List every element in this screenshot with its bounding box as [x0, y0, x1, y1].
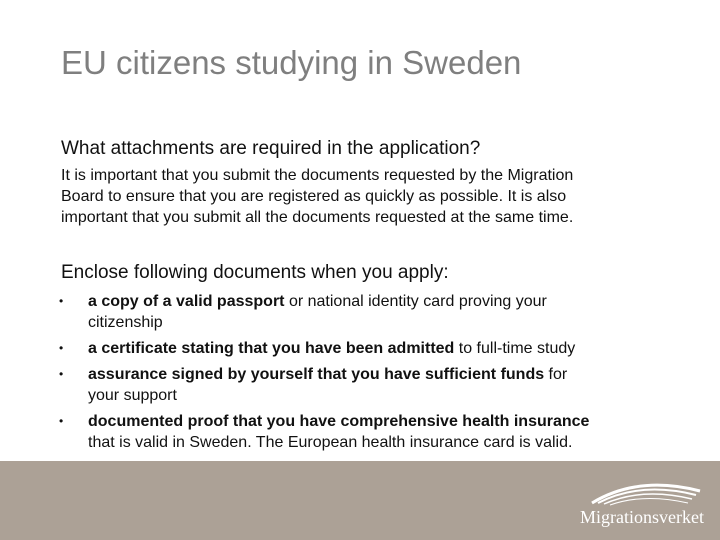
- list-item-bold: a copy of a valid passport: [88, 293, 285, 310]
- list-item: [59, 338, 689, 359]
- enclose-heading: Enclose following documents when you apply:: [61, 262, 449, 283]
- list-item-bold: documented proof that you have comprehensive health insurance: [88, 413, 590, 430]
- list-item: [59, 411, 689, 453]
- documents-list: [59, 291, 689, 458]
- list-item-line: [88, 291, 689, 312]
- bullet: •: [59, 414, 64, 428]
- intro-line: Board to ensure that you are registered as quickly as possible. It is also: [61, 188, 567, 205]
- intro-line: It is important that you submit the documents requested by the Migration: [61, 167, 574, 184]
- list-item-text: to full-time study: [454, 340, 576, 357]
- footer-band: [0, 461, 720, 540]
- list-item-line: that is valid in Sweden. The European health insurance card is valid.: [88, 434, 573, 451]
- list-item-line: [88, 364, 689, 385]
- list-item: [59, 364, 689, 406]
- intro-line: important that you submit all the documents requested at the same time.: [61, 209, 574, 226]
- question-heading: What attachments are required in the application?: [61, 138, 481, 159]
- bullet: •: [59, 367, 64, 381]
- list-item-bold: assurance signed by yourself that you have sufficient funds: [88, 366, 545, 383]
- list-item-bold: a certificate stating that you have been admitted: [88, 340, 455, 357]
- bullet: •: [59, 341, 64, 355]
- list-item-line: citizenship: [88, 314, 163, 331]
- list-item-line: your support: [88, 387, 177, 404]
- intro-paragraph: [61, 165, 681, 228]
- list-item-text: for: [544, 366, 568, 383]
- list-item-line: [88, 338, 689, 359]
- logo-text: Migrationsverket: [580, 507, 704, 527]
- arc-swoosh-icon: [588, 473, 704, 507]
- list-item: [59, 291, 689, 333]
- bullet: •: [59, 294, 64, 308]
- slide-title: EU citizens studying in Sweden: [61, 44, 522, 81]
- list-item-text: or national identity card proving your: [284, 293, 547, 310]
- list-item-line: [88, 411, 689, 432]
- migrationsverket-logo: [574, 473, 704, 533]
